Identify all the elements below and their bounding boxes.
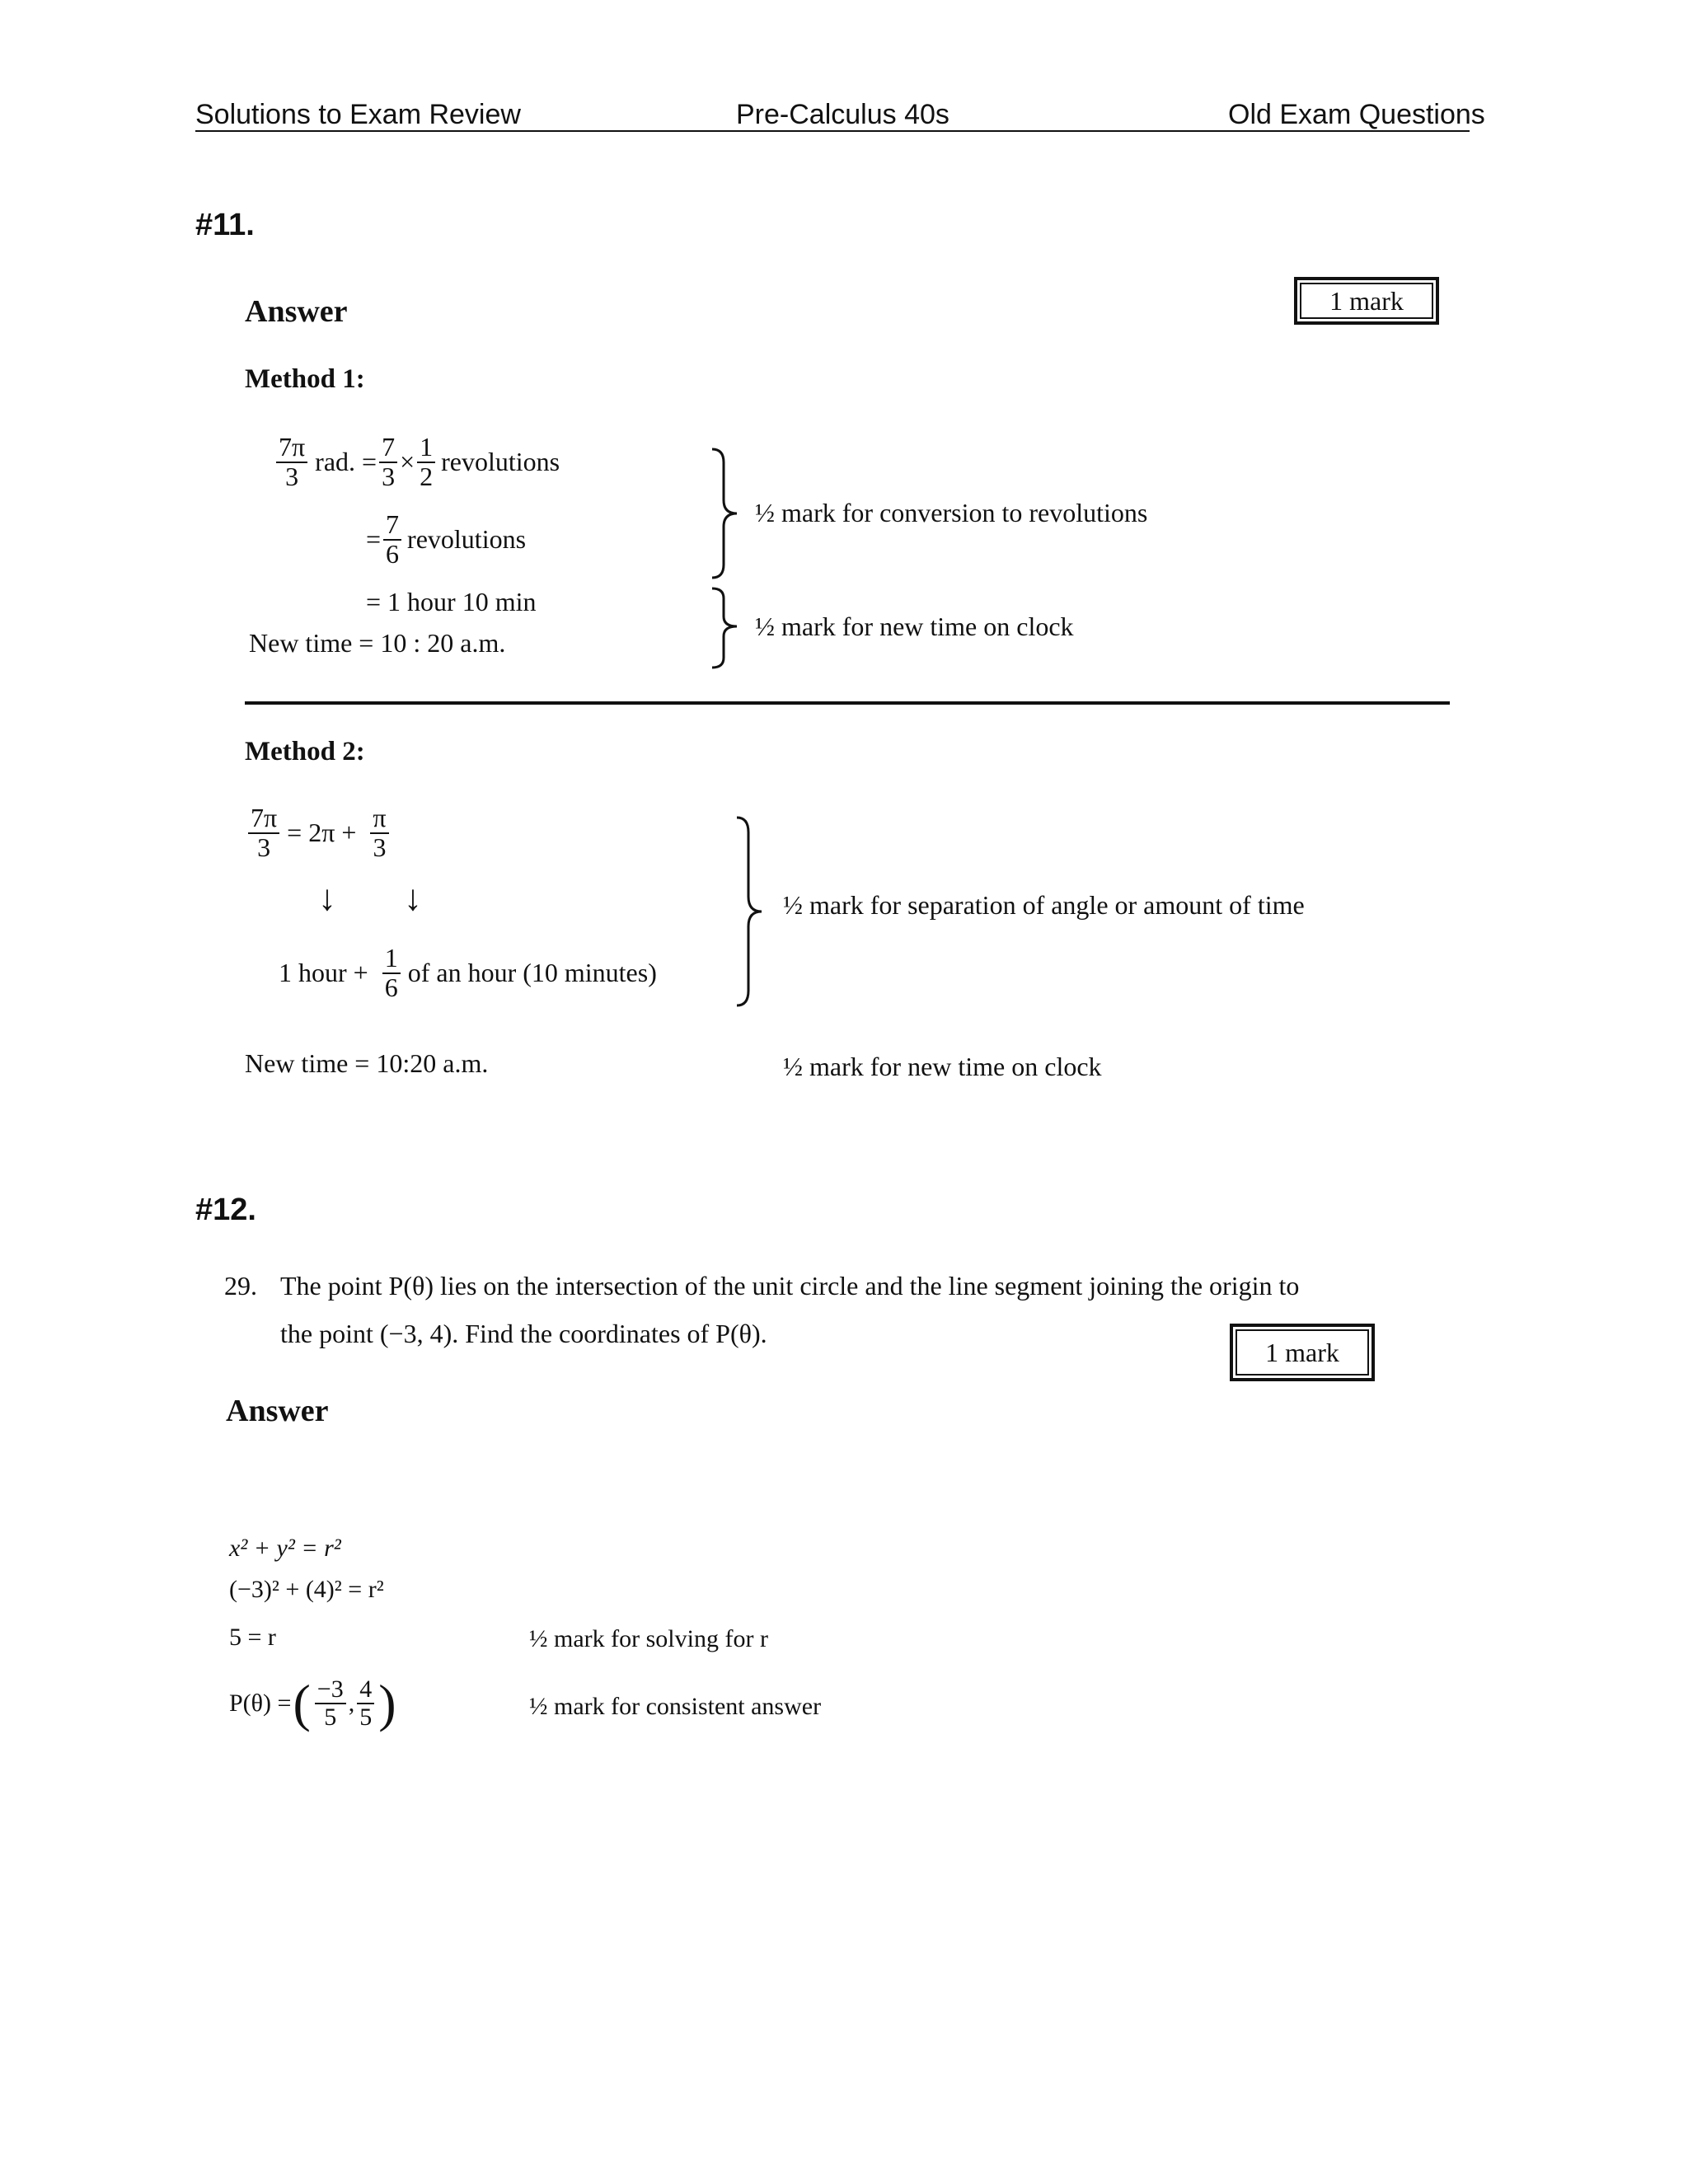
fraction-7pi-over-3: $\frac{7\pi}{3}$ bbox=[276, 434, 307, 490]
method-divider bbox=[245, 701, 1450, 705]
left-paren: ( bbox=[293, 1673, 311, 1732]
method-1-new-time: New time = 10 : 20 a.m. bbox=[249, 628, 506, 658]
fraction-neg3-over-5: $\frac{-3}{5}$ bbox=[315, 1676, 346, 1730]
method-1-note-1: ½ mark for conversion to revolutions bbox=[755, 498, 1148, 527]
equation-3: 5 = r bbox=[229, 1624, 276, 1651]
header-left: Solutions to Exam Review bbox=[195, 99, 521, 130]
arrow-down-icon: ↓ bbox=[318, 878, 336, 918]
method-1-line-1: $\frac{7\pi}{3}$ rad. = $\frac{7}{3}$ × $\frac{1}{2}$ revolutions bbox=[274, 434, 560, 490]
method-1-note-2: ½ mark for new time on clock bbox=[755, 612, 1074, 641]
problem-number: 29. bbox=[224, 1271, 257, 1301]
header-center: Pre-Calculus 40s bbox=[736, 99, 950, 130]
arrow-down-icon: ↓ bbox=[404, 878, 422, 918]
equation-1: x² + y² = r² bbox=[229, 1535, 341, 1562]
method-1-hour-line: = 1 hour 10 min bbox=[366, 587, 537, 616]
fraction-4-over-5: $\frac{4}{5}$ bbox=[357, 1676, 374, 1730]
method-2-note-1: ½ mark for separation of angle or amount of time bbox=[783, 890, 1305, 920]
fraction-7-over-3: $\frac{7}{3}$ bbox=[379, 434, 397, 490]
equation-2: (−3)² + (4)² = r² bbox=[229, 1576, 384, 1603]
problem-line-1: The point P(θ) lies on the intersection of the unit circle and the line segment joining the origin to bbox=[280, 1271, 1300, 1301]
right-paren: ) bbox=[378, 1673, 396, 1732]
method-1-line-2: = $\frac{7}{6}$ revolutions bbox=[366, 509, 527, 569]
q12-mark-box: 1 mark bbox=[1230, 1324, 1375, 1381]
header-right: Old Exam Questions bbox=[1228, 99, 1485, 130]
fraction-1-over-2: $\frac{1}{2}$ bbox=[417, 434, 435, 490]
fraction-7-over-6: $\frac{7}{6}$ bbox=[383, 511, 401, 568]
method-2-new-time: New time = 10:20 a.m. bbox=[245, 1048, 489, 1078]
q11-mark-box: 1 mark bbox=[1294, 277, 1439, 325]
q12-answer-heading: Answer bbox=[226, 1394, 329, 1428]
q11-answer-heading: Answer bbox=[245, 294, 348, 329]
method-2-note-2: ½ mark for new time on clock bbox=[783, 1052, 1102, 1081]
problem-line-2: the point (−3, 4). Find the coordinates of P(θ). bbox=[280, 1319, 767, 1348]
method-2-line-2: 1 hour + $\frac{1}{6}$ of an hour (10 minutes) bbox=[279, 943, 657, 1002]
q12-note-2: ½ mark for consistent answer bbox=[529, 1693, 822, 1720]
brace-3-icon bbox=[734, 816, 767, 1007]
question-12-number: #12. bbox=[195, 1193, 256, 1227]
fraction-pi-over-3: $\frac{\pi}{3}$ bbox=[370, 804, 388, 861]
header-underline bbox=[195, 130, 1470, 132]
method-2-heading: Method 2: bbox=[245, 737, 365, 766]
q12-note-1: ½ mark for solving for r bbox=[529, 1625, 768, 1652]
brace-1-icon bbox=[709, 448, 742, 579]
equation-4: P(θ) = ( $\frac{-3}{5}$ , $\frac{4}{5}$ ) bbox=[229, 1673, 396, 1732]
fraction-1-over-6: $\frac{1}{6}$ bbox=[382, 944, 401, 1001]
method-2-line-1: $\frac{7\pi}{3}$ = 2π + $\frac{\pi}{3}$ bbox=[246, 804, 392, 861]
method-1-heading: Method 1: bbox=[245, 364, 365, 394]
brace-2-icon bbox=[709, 587, 742, 669]
fraction-7pi-over-3-m2: $\frac{7\pi}{3}$ bbox=[248, 804, 279, 861]
question-11-number: #11. bbox=[195, 208, 255, 242]
